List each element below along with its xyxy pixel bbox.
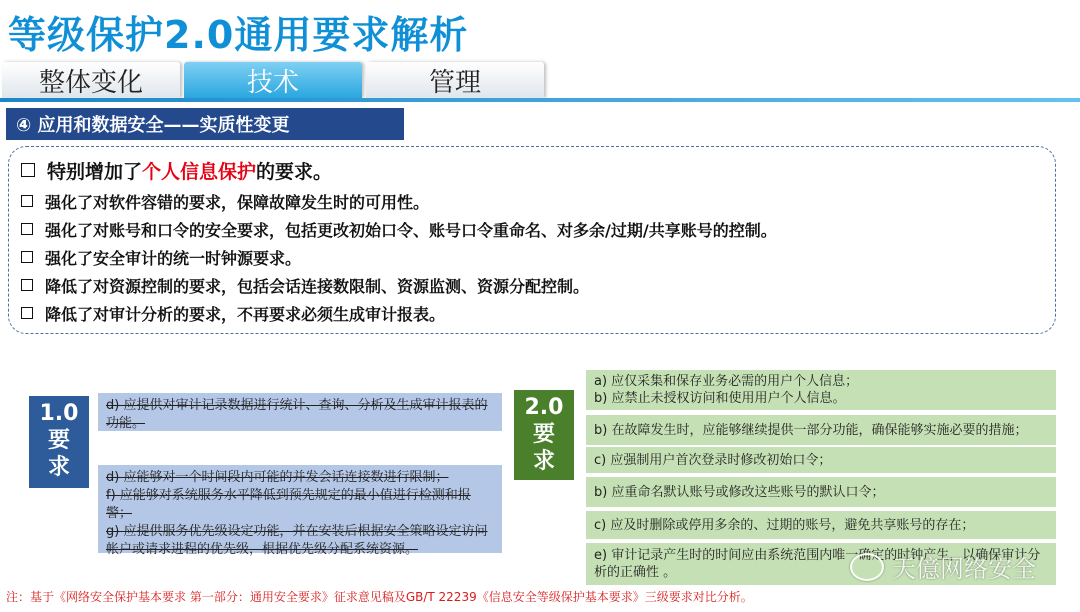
point-item (21, 299, 1055, 327)
point-text: 强化了安全审计的统一时钟源要求。 (45, 248, 302, 268)
point-prefix: 特别增加了 (47, 160, 143, 183)
v1-requirement-line: d) 应能够对一个时间段内可能的并发会话连接数进行限制； (106, 470, 449, 485)
v2-requirement-box (586, 447, 1056, 473)
point-item (21, 243, 1055, 271)
v2-requirement-box (586, 370, 1056, 410)
checkbox-icon (21, 279, 33, 291)
point-item (21, 215, 1055, 243)
point-suffix: 的要求。 (256, 160, 333, 183)
tab-management[interactable]: 管理 (366, 62, 544, 98)
watermark-text: 天億网络安全 (892, 555, 1036, 583)
point-item (21, 187, 1055, 215)
point-item (21, 153, 1055, 187)
v2-requirement-box (586, 511, 1056, 539)
v1-requirement-box (98, 465, 502, 557)
checkbox-icon (21, 195, 33, 207)
point-item (21, 271, 1055, 299)
version-2-label (514, 390, 574, 480)
v1-requirement-box: d) 应提供对审计记录数据进行统计、查询、分析及生成审计报表的功能。 (98, 393, 502, 431)
footnote: 注：基于《网络安全保护基本要求 第一部分：通用安全要求》征求意见稿及GB/T 22239《信息安全等级保护基本要求》三级要求对比分析。 (6, 590, 753, 604)
v1-requirement-line: g) 应提供服务优先级设定功能，并在安装后根据安全策略设定访问帐户或请求进程的优先级，根据优先级分配系统资源。 (106, 524, 488, 557)
point-highlight: 个人信息保护 (142, 160, 257, 183)
section-header: ④ 应用和数据安全——实质性变更 (6, 108, 404, 140)
v2-requirement-line: e) 审计记录产生时的时间应由系统范围内唯一确定的时钟产生，以确保审计分析的正确性 。 (594, 548, 1041, 580)
page-title: 等级保护2.0通用要求解析 (8, 13, 469, 57)
v2-requirement-box (586, 477, 1056, 507)
v2-requirement-line: c) 应强制用户首次登录时修改初始口令； (594, 452, 832, 468)
version-1-number: 1.0 (39, 401, 79, 426)
v2-requirement-box (586, 415, 1056, 445)
point-text: 降低了对资源控制的要求，包括会话连接数限制、资源监测、资源分配控制。 (45, 276, 590, 296)
key-points-box (8, 146, 1056, 334)
version-2-text: 要 (532, 422, 555, 447)
v2-requirement-line: c) 应及时删除或停用多余的、过期的账号，避免共享账号的存在； (594, 517, 975, 533)
point-text: 强化了对软件容错的要求，保障故障发生时的可用性。 (45, 192, 430, 212)
version-2-number: 2.0 (524, 395, 564, 420)
version-1-text: 要 (47, 428, 70, 453)
v2-requirement-line: a) 应仅采集和保存业务必需的用户个人信息； (594, 374, 859, 389)
point-text: 降低了对审计分析的要求，不再要求必须生成审计报表。 (45, 304, 446, 324)
version-2-text: 求 (532, 449, 555, 474)
v2-requirement-line: b) 在故障发生时，应能够继续提供一部分功能，确保能够实施必要的措施； (594, 422, 1028, 438)
version-1-text: 求 (47, 455, 70, 480)
tab-underline (0, 98, 1080, 102)
version-1-label (29, 396, 89, 488)
v1-requirement-line: f) 应能够对系统服务水平降低到预先规定的最小值进行检测和报警； (106, 488, 471, 521)
tab-technology[interactable]: 技术 (184, 62, 362, 98)
checkbox-icon (21, 307, 33, 319)
checkbox-icon (21, 223, 33, 235)
v2-requirement-line: b) 应重命名默认账号或修改这些账号的默认口令； (594, 484, 885, 500)
checkbox-icon (21, 251, 33, 263)
tab-overall-changes[interactable]: 整体变化 (2, 62, 180, 98)
wechat-icon (850, 553, 884, 581)
watermark (850, 549, 1036, 584)
checkbox-icon (21, 163, 35, 177)
point-text: 强化了对账号和口令的安全要求，包括更改初始口令、账号口令重命名、对多余/过期/共享账号的控制。 (45, 220, 777, 240)
v2-requirement-line: b) 应禁止未授权访问和使用用户个人信息。 (594, 391, 846, 406)
